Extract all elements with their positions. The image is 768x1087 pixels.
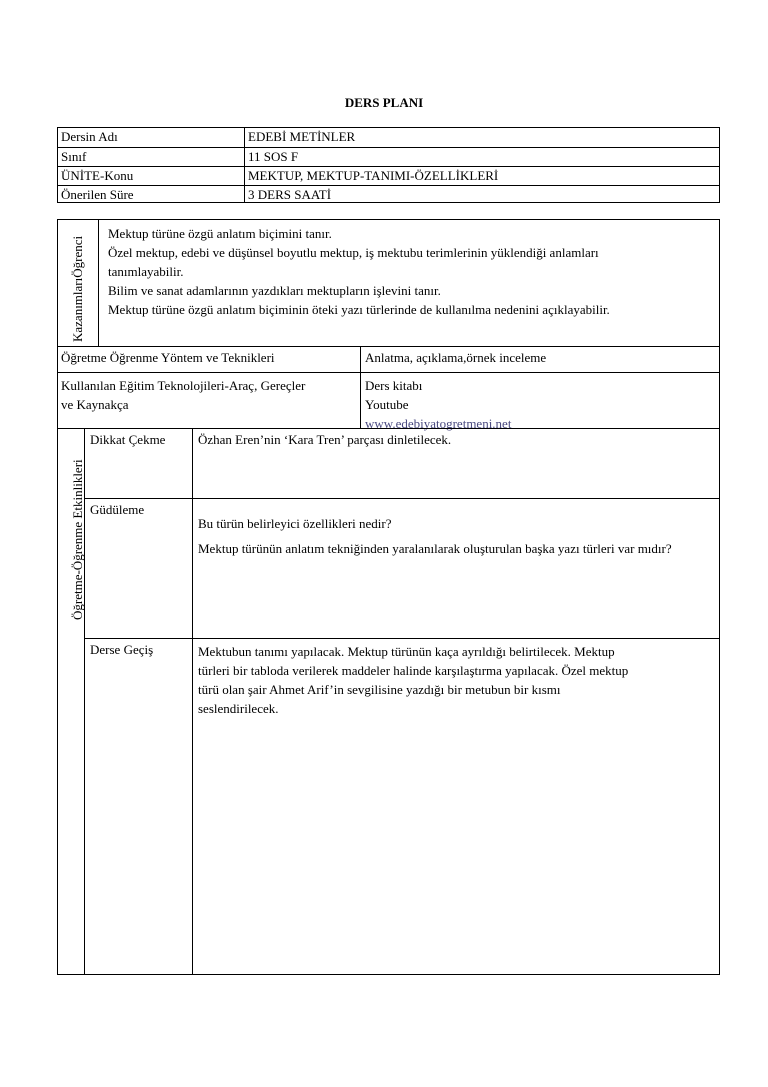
etkinlik-side-label: Öğretme-Öğrenme Etkinlikleri <box>70 459 85 620</box>
guduleme-label: Güdüleme <box>90 502 145 517</box>
etkinlik-inner-divider <box>192 428 193 974</box>
gecis-line: türleri bir tabloda verilerek maddeler halinde karşılaştırma yapılacak. Özel mektup <box>198 663 629 678</box>
teknoloji-label-line: Kullanılan Eğitim Teknolojileri-Araç, Gereçler <box>61 378 306 393</box>
resource-link[interactable]: www.edebiyatogretmeni.net <box>365 416 512 431</box>
info-column-divider <box>244 128 245 202</box>
info-row-class <box>58 147 719 166</box>
row-divider <box>58 372 719 373</box>
kazanim-item: Mektup türüne özgü anlatım biçimini tanır. <box>108 226 332 241</box>
info-value: 11 SOS F <box>248 149 299 164</box>
dikkat-text: Özhan Eren’nin ‘Kara Tren’ parçası dinletilecek. <box>198 432 452 447</box>
info-row-unit <box>58 166 719 185</box>
row-divider <box>84 638 719 639</box>
kazanim-divider <box>98 220 99 346</box>
yontem-label: Öğretme Öğrenme Yöntem ve Teknikleri <box>61 350 275 365</box>
info-label: Dersin Adı <box>61 129 118 144</box>
kazanim-list <box>108 224 708 319</box>
page-title: DERS PLANI <box>344 95 424 110</box>
teknoloji-label <box>61 376 305 414</box>
resource-item: Youtube <box>365 397 409 412</box>
info-value: MEKTUP, MEKTUP-TANIMI-ÖZELLİKLERİ <box>248 168 499 183</box>
kazanim-item: Mektup türüne özgü anlatım biçiminin öteki yazı türlerinde de kullanılma nedenini açıklayabilir. <box>108 302 610 317</box>
info-label: ÜNİTE-Konu <box>61 168 134 183</box>
course-info-table <box>57 127 720 203</box>
kazanim-item: tanımlayabilir. <box>108 264 184 279</box>
row-divider <box>84 498 719 499</box>
middle-column-divider <box>360 346 361 428</box>
kazanim-side-label: KazanımlarıÖğrenci <box>70 235 85 342</box>
yontem-value: Anlatma, açıklama,örnek inceleme <box>365 350 547 365</box>
info-value: 3 DERS SAATİ <box>248 187 332 202</box>
info-label: Önerilen Süre <box>61 187 134 202</box>
gecis-line: türü olan şair Ahmet Arif’in sevgilisine yazdığı bir metubun bir kısmı <box>198 682 561 697</box>
teknoloji-label-line: ve Kaynakça <box>61 397 129 412</box>
guduleme-q2: Mektup türünün anlatım tekniğinden yaralanılarak oluşturulan başka yazı türleri var mıdır? <box>198 541 672 556</box>
row-divider <box>58 428 719 429</box>
teknoloji-values <box>365 376 511 433</box>
info-row-duration <box>58 185 719 204</box>
dikkat-label: Dikkat Çekme <box>90 432 166 447</box>
info-row-course <box>58 128 719 147</box>
gecis-line: seslendirilecek. <box>198 701 279 716</box>
info-label: Sınıf <box>61 149 87 164</box>
row-divider <box>58 346 719 347</box>
etkinlik-outer-divider <box>84 428 85 974</box>
kazanim-item: Özel mektup, edebi ve düşünsel boyutlu mektup, iş mektubu terimlerinin yüklendiği anlamları <box>108 245 599 260</box>
resource-item: Ders kitabı <box>365 378 423 393</box>
gecis-label: Derse Geçiş <box>90 642 154 657</box>
gecis-line: Mektubun tanımı yapılacak. Mektup türünün kaça ayrıldığı belirtilecek. Mektup <box>198 644 615 659</box>
kazanim-item: Bilim ve sanat adamlarının yazdıkları mektupların işlevini tanır. <box>108 283 441 298</box>
gecis-text <box>198 642 716 718</box>
guduleme-q1: Bu türün belirleyici özellikleri nedir? <box>198 516 392 531</box>
info-value: EDEBİ METİNLER <box>248 129 356 144</box>
lesson-plan-table <box>57 219 720 975</box>
